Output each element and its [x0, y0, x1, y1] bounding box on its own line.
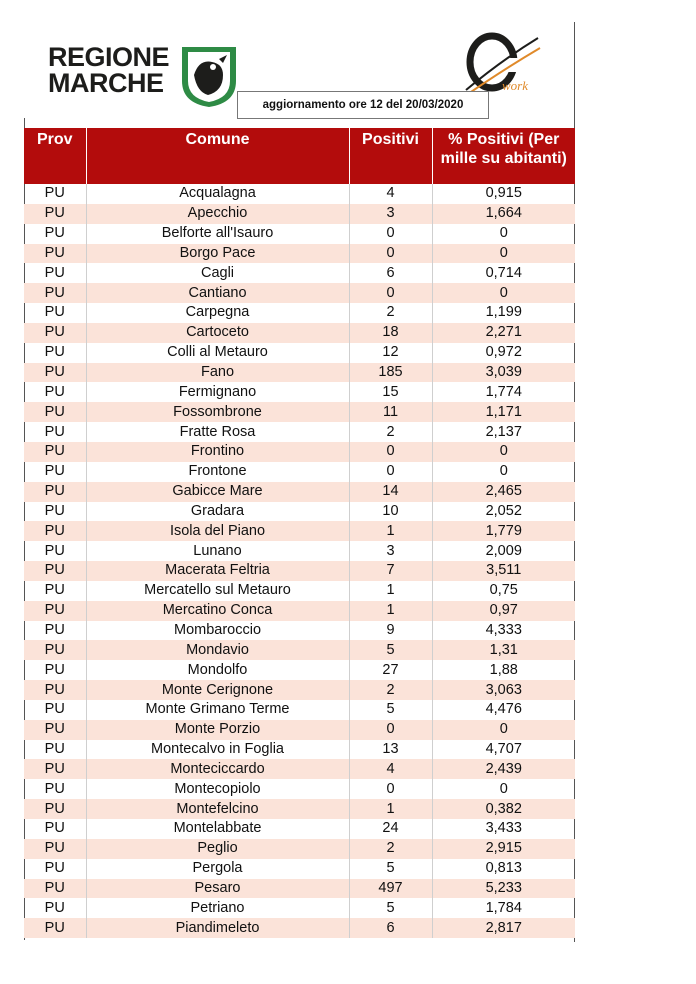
cell-comune: Mercatello sul Metauro [86, 581, 349, 601]
table-row [24, 482, 575, 502]
cell-percent: 2,052 [485, 502, 522, 519]
cell-comune: Cartoceto [86, 323, 349, 343]
cell-percent: 0,813 [485, 860, 522, 877]
cell-positivi: 3 [349, 541, 432, 561]
cell-prov: PU [24, 303, 86, 323]
cell-positivi: 13 [349, 740, 432, 760]
table-row [24, 759, 575, 779]
cell-positivi: 2 [349, 303, 432, 323]
cell-comune: Mondolfo [86, 660, 349, 680]
cell-positivi: 0 [349, 442, 432, 462]
table-row [24, 422, 575, 442]
cell-prov: PU [24, 819, 86, 839]
cell-percent: 1,88 [489, 661, 518, 678]
cell-comune: Isola del Piano [86, 521, 349, 541]
cell-prov: PU [24, 482, 86, 502]
table-row [24, 303, 575, 323]
cell-percent: 0 [432, 442, 575, 462]
cell-positivi: 5 [349, 640, 432, 660]
cell-positivi: 1 [349, 601, 432, 621]
cell-positivi: 15 [349, 382, 432, 402]
cell-prov: PU [24, 879, 86, 899]
table-row [24, 799, 575, 819]
cell-positivi: 1 [349, 799, 432, 819]
cell-positivi: 5 [349, 898, 432, 918]
cell-positivi: 3 [349, 204, 432, 224]
cell-positivi: 18 [349, 323, 432, 343]
cell-percent: 2,271 [432, 323, 575, 343]
cell-percent: 5,233 [432, 879, 575, 899]
cell-percent: 3,433 [485, 820, 522, 837]
cell-positivi: 185 [349, 363, 432, 383]
cell-percent: 2,465 [432, 482, 575, 502]
table-row [24, 740, 575, 760]
table-row [24, 184, 575, 204]
cell-percent: 0,714 [485, 264, 522, 281]
cell-prov: PU [24, 323, 86, 343]
cell-comune: Montefelcino [86, 799, 349, 819]
cell-percent: 0 [432, 283, 575, 303]
cell-comune: Pergola [86, 859, 349, 879]
cell-percent: 1,171 [432, 402, 575, 422]
table-row [24, 402, 575, 422]
table-row [24, 263, 575, 283]
cell-comune: Montecalvo in Foglia [86, 740, 349, 760]
regione-shield-icon [179, 45, 239, 109]
cell-prov: PU [24, 839, 86, 859]
cell-positivi: 0 [349, 244, 432, 264]
cell-positivi: 12 [349, 343, 432, 363]
cell-comune: Mercatino Conca [86, 601, 349, 621]
cell-comune: Macerata Feltria [86, 561, 349, 581]
cell-positivi: 1 [349, 521, 432, 541]
cell-prov: PU [24, 700, 86, 720]
cell-positivi: 0 [349, 779, 432, 799]
table-row [24, 561, 575, 581]
cell-prov: PU [24, 521, 86, 541]
cell-prov: PU [24, 402, 86, 422]
cell-prov: PU [24, 561, 86, 581]
cell-comune: Monte Porzio [86, 720, 349, 740]
cell-percent: 3,039 [432, 363, 575, 383]
cell-comune: Montecopiolo [86, 779, 349, 799]
cell-prov: PU [24, 363, 86, 383]
cell-comune: Gradara [86, 502, 349, 522]
cell-positivi: 5 [349, 700, 432, 720]
table-row [24, 819, 575, 839]
cell-positivi: 0 [349, 720, 432, 740]
table-row [24, 442, 575, 462]
cell-percent: 0 [499, 780, 508, 797]
table-row [24, 898, 575, 918]
cell-percent: 1,664 [432, 204, 575, 224]
cell-positivi: 5 [349, 859, 432, 879]
cell-percent: 0,97 [432, 601, 575, 621]
cell-positivi: 9 [349, 621, 432, 641]
cell-prov: PU [24, 779, 86, 799]
cell-positivi: 497 [349, 879, 432, 899]
cell-positivi: 24 [349, 819, 432, 839]
cell-percent: 2,009 [485, 542, 522, 559]
cell-positivi: 7 [349, 561, 432, 581]
cell-percent: 0 [499, 463, 508, 480]
cell-percent: 3,511 [432, 561, 575, 581]
table-row [24, 283, 575, 303]
partner-logo-text: work [502, 78, 528, 93]
cell-prov: PU [24, 382, 86, 402]
table-row [24, 323, 575, 343]
table-row [24, 621, 575, 641]
cell-prov: PU [24, 799, 86, 819]
cell-prov: PU [24, 720, 86, 740]
cell-percent: 1,779 [432, 521, 575, 541]
cell-positivi: 1 [349, 581, 432, 601]
cell-comune: Colli al Metauro [86, 343, 349, 363]
cell-comune: Monteciccardo [86, 759, 349, 779]
cell-comune: Frontino [86, 442, 349, 462]
header-positivi: Positivi [349, 128, 432, 184]
cell-positivi: 10 [349, 502, 432, 522]
cell-positivi: 2 [349, 680, 432, 700]
cell-percent: 3,063 [432, 680, 575, 700]
cell-prov: PU [24, 660, 86, 680]
cell-prov: PU [24, 918, 86, 938]
cell-comune: Pesaro [86, 879, 349, 899]
cell-positivi: 14 [349, 482, 432, 502]
table-row [24, 779, 575, 799]
logo-line-marche: MARCHE [48, 68, 164, 98]
cell-percent: 0,382 [432, 799, 575, 819]
cell-prov: PU [24, 224, 86, 244]
cell-positivi: 2 [349, 839, 432, 859]
cell-percent: 4,476 [485, 701, 522, 718]
regione-marche-logo [48, 44, 248, 112]
cell-positivi: 27 [349, 660, 432, 680]
table-row [24, 204, 575, 224]
table-row [24, 839, 575, 859]
table-row [24, 343, 575, 363]
cell-comune: Montelabbate [86, 819, 349, 839]
cell-prov: PU [24, 898, 86, 918]
cell-positivi: 0 [349, 283, 432, 303]
cell-percent: 4,333 [485, 621, 522, 638]
header-percent-positivi: % Positivi (Per mille su abitanti) [432, 128, 575, 184]
table-row [24, 879, 575, 899]
table-row [24, 720, 575, 740]
cell-prov: PU [24, 343, 86, 363]
table-header-row [24, 128, 575, 184]
cell-comune: Cagli [86, 263, 349, 283]
cell-positivi: 11 [349, 402, 432, 422]
cell-comune: Monte Grimano Terme [86, 700, 349, 720]
cell-prov: PU [24, 640, 86, 660]
table-row [24, 244, 575, 264]
cell-comune: Belforte all'Isauro [86, 224, 349, 244]
table-row [24, 660, 575, 680]
cell-percent: 0,972 [485, 344, 522, 361]
cell-comune: Acqualagna [86, 184, 349, 204]
table-row [24, 918, 575, 938]
cell-comune: Gabicce Mare [86, 482, 349, 502]
cell-prov: PU [24, 244, 86, 264]
cell-percent: 2,137 [485, 423, 522, 440]
table-row [24, 700, 575, 720]
cell-positivi: 6 [349, 263, 432, 283]
table-row [24, 859, 575, 879]
cell-prov: PU [24, 621, 86, 641]
table-row [24, 382, 575, 402]
partner-c-logo-icon [462, 30, 542, 100]
cell-percent: 0 [499, 225, 508, 242]
table-row [24, 462, 575, 482]
cell-comune: Fossombrone [86, 402, 349, 422]
table-row [24, 680, 575, 700]
cell-percent: 0,915 [485, 185, 522, 202]
cell-percent: 1,774 [485, 383, 522, 400]
cell-comune: Lunano [86, 541, 349, 561]
table-row [24, 502, 575, 522]
cell-prov: PU [24, 184, 86, 204]
table-row [24, 363, 575, 383]
cell-positivi: 0 [349, 462, 432, 482]
cell-percent: 1,31 [432, 640, 575, 660]
cell-comune: Mondavio [86, 640, 349, 660]
cell-positivi: 6 [349, 918, 432, 938]
header-prov: Prov [24, 128, 86, 184]
logo-line-regione: REGIONE [48, 42, 170, 72]
cell-percent: 0 [432, 720, 575, 740]
cell-positivi: 0 [349, 224, 432, 244]
cell-percent: 1,784 [485, 899, 522, 916]
cell-percent: 2,915 [432, 839, 575, 859]
cell-positivi: 2 [349, 422, 432, 442]
table-row [24, 581, 575, 601]
cell-comune: Piandimeleto [86, 918, 349, 938]
cell-percent: 1,199 [485, 304, 522, 321]
table-row [24, 640, 575, 660]
cell-comune: Fano [86, 363, 349, 383]
table-row [24, 541, 575, 561]
cell-prov: PU [24, 204, 86, 224]
cell-prov: PU [24, 680, 86, 700]
cell-comune: Monte Cerignone [86, 680, 349, 700]
cell-prov: PU [24, 283, 86, 303]
table-row [24, 521, 575, 541]
cell-prov: PU [24, 442, 86, 462]
cell-prov: PU [24, 581, 86, 601]
cell-comune: Fratte Rosa [86, 422, 349, 442]
cell-prov: PU [24, 601, 86, 621]
cell-positivi: 4 [349, 759, 432, 779]
cell-prov: PU [24, 759, 86, 779]
cell-comune: Borgo Pace [86, 244, 349, 264]
cell-prov: PU [24, 541, 86, 561]
cell-prov: PU [24, 462, 86, 482]
cell-comune: Carpegna [86, 303, 349, 323]
cell-comune: Apecchio [86, 204, 349, 224]
cell-prov: PU [24, 740, 86, 760]
cell-percent: 0 [432, 244, 575, 264]
table-row [24, 601, 575, 621]
cell-comune: Fermignano [86, 382, 349, 402]
cell-comune: Peglio [86, 839, 349, 859]
cell-percent: 2,439 [432, 759, 575, 779]
cell-prov: PU [24, 263, 86, 283]
cell-prov: PU [24, 502, 86, 522]
cell-comune: Frontone [86, 462, 349, 482]
cell-percent: 4,707 [485, 741, 522, 758]
cell-comune: Cantiano [86, 283, 349, 303]
cell-comune: Petriano [86, 898, 349, 918]
header-comune: Comune [86, 128, 349, 184]
cell-prov: PU [24, 422, 86, 442]
cell-comune: Mombaroccio [86, 621, 349, 641]
cell-prov: PU [24, 859, 86, 879]
cell-percent: 0,75 [489, 582, 518, 599]
positivi-table [24, 128, 575, 938]
update-timestamp: aggiornamento ore 12 del 20/03/2020 [237, 91, 489, 119]
table-row [24, 224, 575, 244]
cell-percent: 2,817 [432, 918, 575, 938]
cell-positivi: 4 [349, 184, 432, 204]
